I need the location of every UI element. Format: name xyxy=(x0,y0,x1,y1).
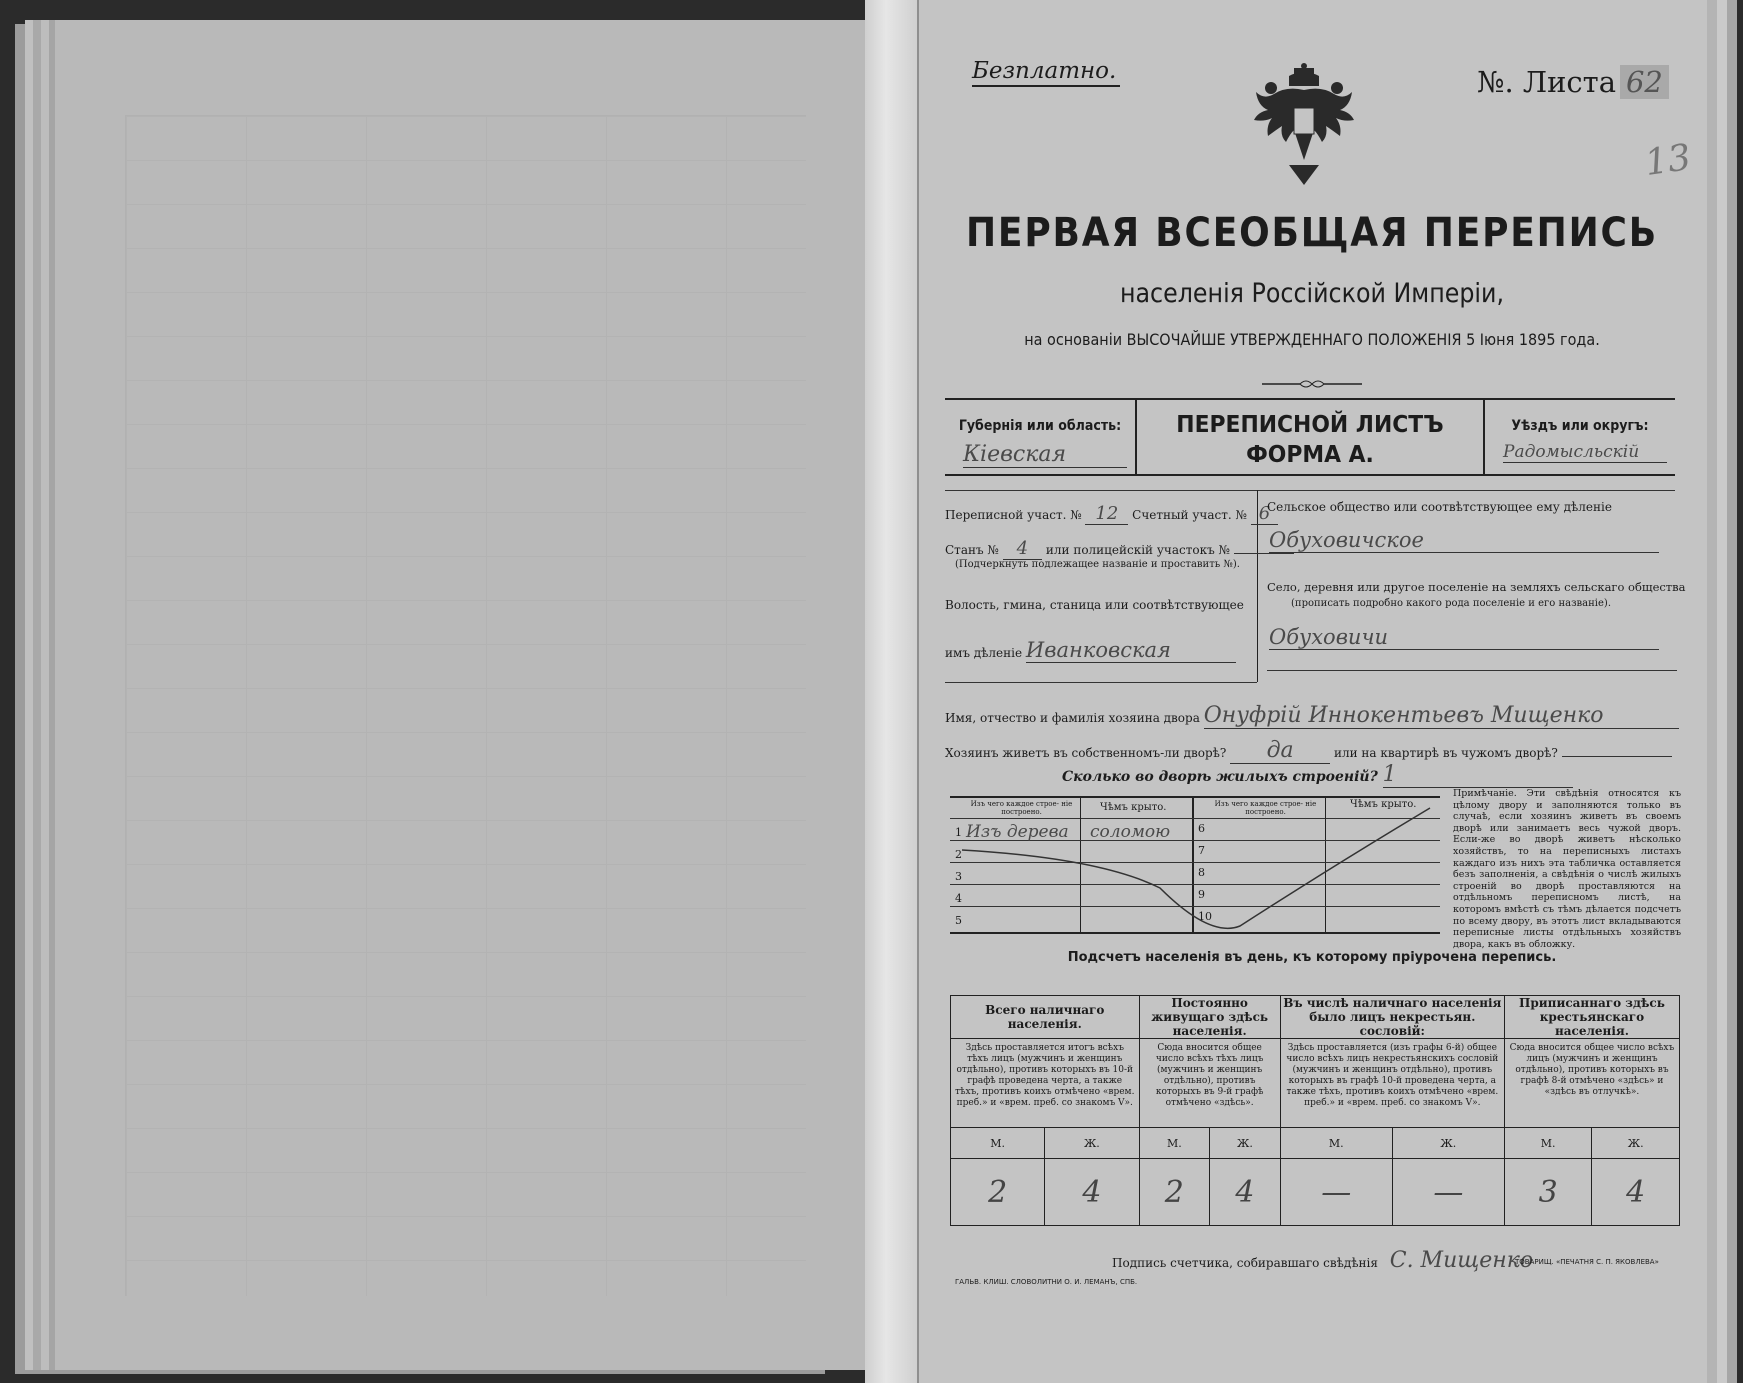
col1-male-label: М. xyxy=(951,1128,1045,1159)
col3-male-value: — xyxy=(1280,1159,1392,1226)
section-rule xyxy=(945,490,1675,491)
col-material-left: Изъ чего каждое строе- ніе построено. xyxy=(970,800,1073,816)
signature-label: Подпись счетчика, собиравшаго свѣдѣнія xyxy=(1112,1256,1378,1270)
row-num-2: 2 xyxy=(955,848,962,861)
owner-row xyxy=(945,703,1679,729)
col2-male-value: 2 xyxy=(1139,1159,1210,1226)
society-label: Сельское общество или соотвѣтствующее ему дѣленіе xyxy=(1267,500,1612,514)
col4-male-label: М. xyxy=(1504,1128,1592,1159)
form-legal-basis: на основаніи ВЫСОЧАЙШЕ УТВЕРЖДЕННАГО ПОЛОЖЕНІЯ 5 Іюня 1895 года. xyxy=(1024,330,1600,349)
col1-female-value: 4 xyxy=(1045,1159,1139,1226)
col-material-right: Изъ чего каждое строе- ніе построено. xyxy=(1214,800,1317,816)
book-gutter xyxy=(865,0,917,1383)
row-num-7: 7 xyxy=(1198,844,1205,857)
bleed-through-grid xyxy=(125,115,806,1296)
row1-roof: соломою xyxy=(1090,822,1171,842)
row-num-6: 6 xyxy=(1198,822,1205,835)
col4-female-value: 4 xyxy=(1592,1159,1680,1226)
owner-label: Имя, отчество и фамилія хозяина двора xyxy=(945,711,1200,725)
form-title-line1: ПЕРЕПИСНОЙ ЛИСТЪ xyxy=(1176,412,1444,438)
count-area-label: Счетный участ. № xyxy=(1132,508,1247,522)
col1-male-value: 2 xyxy=(951,1159,1045,1226)
form-title xyxy=(1149,410,1472,470)
volost-rule xyxy=(945,682,1257,683)
own-yard-row xyxy=(945,738,1672,764)
volost-label-1: Волость, гмина, станица или соотвѣтствующее xyxy=(945,598,1244,612)
police-note: (Подчеркнуть подлежащее названіе и проставить №). xyxy=(955,559,1240,570)
police-label: или полицейскій участокъ № xyxy=(1045,543,1230,557)
left-page xyxy=(55,20,865,1370)
buildings-value: 1 xyxy=(1383,762,1573,788)
village-note: (прописать подробно какого рода поселеніе и его названіе). xyxy=(1291,598,1611,609)
summary-col4-header: Приписаннаго здѣсь крестьянскаго населенія. xyxy=(1504,996,1679,1039)
col2-female-value: 4 xyxy=(1210,1159,1281,1226)
district-label: Уѣздъ или округъ: xyxy=(1511,418,1649,434)
signature-value: С. Мищенко xyxy=(1389,1248,1534,1273)
sheet-number-value: 62 xyxy=(1620,65,1669,99)
row-num-3: 3 xyxy=(955,870,962,883)
col1-female-label: Ж. xyxy=(1045,1128,1139,1159)
summary-col3-header: Въ числѣ наличнаго населенія было лицъ некрестьян. сословій: xyxy=(1280,996,1504,1039)
col2-female-label: Ж. xyxy=(1210,1128,1281,1159)
stan-row xyxy=(945,538,1294,559)
signature-row xyxy=(1112,1248,1533,1273)
row-num-5: 5 xyxy=(955,914,962,927)
page-edge xyxy=(917,0,919,1383)
province-cell xyxy=(945,400,1137,474)
summary-col4-desc: Сюда вносится общее число всѣхъ лицъ (мужчинъ и женщинъ отдѣльно), противъ которыхъ въ графѣ 8-й отмѣчено «здѣсь» и «здѣсь въ отлучкѣ». xyxy=(1504,1039,1679,1128)
count-area-value: 6 xyxy=(1251,503,1278,525)
buildings-row xyxy=(1062,762,1573,788)
col4-female-label: Ж. xyxy=(1592,1128,1680,1159)
province-label: Губернія или область: xyxy=(958,418,1122,434)
col3-male-label: М. xyxy=(1280,1128,1392,1159)
own-yard-value: да xyxy=(1230,738,1330,764)
printer-imprint-left: ГАЛЬВ. КЛИШ. СЛОВОЛИТНИ О. И. ЛЕМАНЪ, СПБ. xyxy=(955,1278,1138,1286)
form-subtitle: населенія Россійской Имперіи, xyxy=(1119,278,1505,309)
society-value: Обуховичское xyxy=(1269,528,1659,553)
summary-col2-header: Постоянно живущаго здѣсь населенія. xyxy=(1139,996,1280,1039)
col3-female-label: Ж. xyxy=(1392,1128,1504,1159)
census-area-row xyxy=(945,503,1278,524)
volost-label-2: имъ дѣленіе xyxy=(945,646,1023,660)
village-rule xyxy=(1267,670,1677,671)
form-title-line2: ФОРМА А. xyxy=(1246,442,1374,468)
row-num-4: 4 xyxy=(955,892,962,905)
form-main-title: ПЕРВАЯ ВСЕОБЩАЯ ПЕРЕПИСЬ xyxy=(965,210,1659,256)
village-value: Обуховичи xyxy=(1269,625,1659,650)
row-num-9: 9 xyxy=(1198,888,1205,901)
owner-value: Онуфрій Иннокентьевъ Мищенко xyxy=(1204,703,1679,729)
volost-value: Иванковская xyxy=(1026,638,1236,663)
summary-col3-desc: Здѣсь проставляется (изъ графы 6-й) общее число всѣхъ лицъ некрестьянскихъ сословій (мужчинъ и женщинъ отдѣльно), противъ которыхъ въ графѣ 10-й проведена черта, а также тѣхъ, противъ коихъ отмѣчено «врем. преб.» и «врем. преб. со знакомъ V». xyxy=(1280,1039,1504,1128)
corner-number: 13 xyxy=(1642,137,1694,184)
col4-male-value: 3 xyxy=(1504,1159,1592,1226)
province-value: Кіевская xyxy=(963,442,1127,468)
cancel-stroke xyxy=(950,798,1440,932)
imperial-eagle-emblem xyxy=(1249,60,1359,190)
ornament-divider xyxy=(1262,377,1362,391)
sheet-number-label: №. Листа xyxy=(1477,65,1616,99)
summary-heading: Подсчетъ населенія въ день, къ которому пріурочена перепись. xyxy=(1067,950,1557,965)
population-summary-table xyxy=(950,995,1680,1226)
own-yard-label: Хозяинъ живетъ въ собственномъ-ли дворѣ? xyxy=(945,746,1227,760)
stan-label: Станъ № xyxy=(945,543,999,557)
printer-imprint-right: ТОВАРИЩ. «ПЕЧАТНЯ С. П. ЯКОВЛЕВА» xyxy=(1515,1258,1659,1266)
district-value: Радомысльскій xyxy=(1503,442,1667,463)
summary-col2-desc: Сюда вносится общее число всѣхъ тѣхъ лицъ (мужчинъ и женщинъ отдѣльно), противъ которыхъ въ 9-й графѣ отмѣчено «здѣсь». xyxy=(1139,1039,1280,1128)
volost-row xyxy=(945,638,1236,663)
summary-col1-desc: Здѣсь проставляется итогъ всѣхъ тѣхъ лицъ (мужчинъ и женщинъ отдѣльно), противъ которыхъ въ 10-й графѣ проведена черта, а также тѣхъ, противъ коихъ отмѣчено «врем. преб.» и «врем. преб. со знакомъ V». xyxy=(951,1039,1140,1128)
free-of-charge-label: Безплатно. xyxy=(972,58,1117,84)
row1-material: Изъ дерева xyxy=(966,822,1069,842)
buildings-label: Сколько во дворѣ жилыхъ строеній? xyxy=(1062,769,1378,785)
buildings-table xyxy=(950,796,1440,934)
stan-value: 4 xyxy=(1003,538,1042,560)
rented-label: или на квартирѣ въ чужомъ дворѣ? xyxy=(1333,746,1558,760)
col-roof-right: Чѣмъ крыто. xyxy=(1350,799,1417,810)
row-num-10: 10 xyxy=(1198,910,1212,923)
district-cell xyxy=(1483,400,1675,474)
col3-female-value: — xyxy=(1392,1159,1504,1226)
sheet-number xyxy=(1477,65,1669,99)
census-area-label: Переписной участ. № xyxy=(945,508,1082,522)
form-header-box xyxy=(945,398,1675,476)
row-num-1: 1 xyxy=(955,826,962,839)
village-label: Село, деревня или другое поселеніе на земляхъ сельскаго общества xyxy=(1267,580,1686,594)
rented-blank xyxy=(1562,756,1672,757)
summary-col1-header: Всего наличнаго населенія. xyxy=(951,996,1140,1039)
police-blank xyxy=(1234,553,1294,554)
census-area-value: 12 xyxy=(1085,503,1128,525)
buildings-note: Примѣчаніе. Эти свѣдѣнія относятся къ цѣлому двору и заполняются только въ случаѣ, если хозяинъ живетъ въ своемъ дворѣ или занимаетъ весь чужой дворъ. Если-же во дворѣ живетъ нѣсколько хозяйствъ, то на переписныхъ листахъ каждаго изъ нихъ эта табличка оставляется безъ заполненія, а свѣдѣнія о числѣ жилыхъ строеній во дворѣ проставляются на отдѣльномъ переписномъ листѣ, на которомъ вмѣстѣ съ тѣмъ дѣлается подсчетъ по всему двору, въ этотъ лист вкладываются переписные листы отдѣльныхъ хозяйствъ двора, какъ въ обложку. xyxy=(1453,788,1681,950)
row-num-8: 8 xyxy=(1198,866,1205,879)
col2-male-label: М. xyxy=(1139,1128,1210,1159)
census-form-page xyxy=(917,0,1707,1383)
col-roof-left: Чѣмъ крыто. xyxy=(1100,802,1167,813)
